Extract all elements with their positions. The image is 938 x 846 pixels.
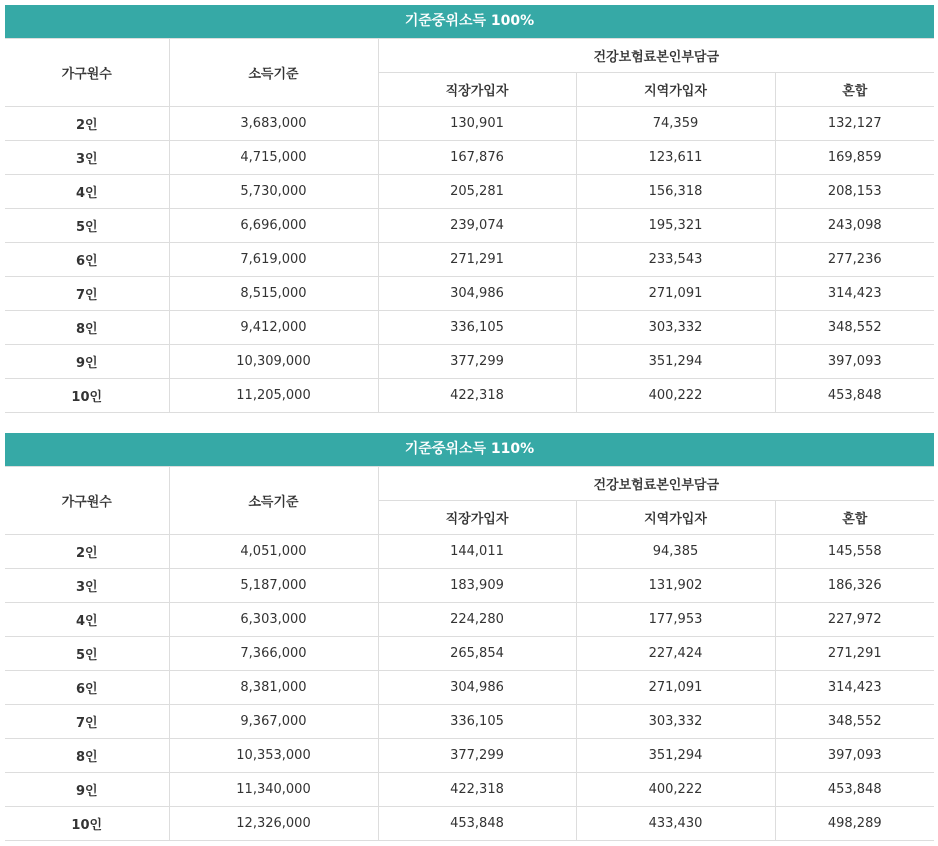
cell-income: 6,696,000 — [169, 209, 378, 243]
header-income: 소득기준 — [169, 39, 378, 107]
cell-regional: 156,318 — [576, 175, 775, 209]
cell-income: 7,366,000 — [169, 637, 378, 671]
header-household: 가구원수 — [5, 39, 169, 107]
cell-household: 9인 — [5, 773, 169, 807]
header-regional: 지역가입자 — [576, 73, 775, 107]
cell-regional: 227,424 — [576, 637, 775, 671]
header-mixed: 혼합 — [775, 501, 934, 535]
cell-employee: 167,876 — [378, 141, 576, 175]
cell-household: 2인 — [5, 535, 169, 569]
cell-household: 7인 — [5, 705, 169, 739]
table-row — [5, 773, 934, 807]
table-row — [5, 705, 934, 739]
cell-income: 7,619,000 — [169, 243, 378, 277]
cell-mixed: 453,848 — [775, 773, 934, 807]
table-row — [5, 243, 934, 277]
header-premium-group: 건강보험료본인부담금 — [378, 39, 934, 73]
table-row — [5, 345, 934, 379]
cell-mixed: 348,552 — [775, 705, 934, 739]
cell-household: 8인 — [5, 311, 169, 345]
cell-income: 5,730,000 — [169, 175, 378, 209]
cell-regional: 433,430 — [576, 807, 775, 841]
cell-employee: 304,986 — [378, 671, 576, 705]
table-row — [5, 637, 934, 671]
cell-household: 7인 — [5, 277, 169, 311]
cell-regional: 233,543 — [576, 243, 775, 277]
cell-employee: 265,854 — [378, 637, 576, 671]
cell-income: 11,205,000 — [169, 379, 378, 413]
header-mixed: 혼합 — [775, 73, 934, 107]
income-110-table-block — [5, 433, 934, 841]
cell-regional: 195,321 — [576, 209, 775, 243]
table-row — [5, 277, 934, 311]
cell-mixed: 132,127 — [775, 107, 934, 141]
cell-income: 4,715,000 — [169, 141, 378, 175]
cell-employee: 224,280 — [378, 603, 576, 637]
cell-household: 10인 — [5, 807, 169, 841]
cell-regional: 351,294 — [576, 345, 775, 379]
header-regional: 지역가입자 — [576, 501, 775, 535]
table-row — [5, 807, 934, 841]
cell-household: 2인 — [5, 107, 169, 141]
cell-household: 10인 — [5, 379, 169, 413]
cell-income: 6,303,000 — [169, 603, 378, 637]
table-row — [5, 209, 934, 243]
premium-table-100 — [5, 38, 934, 413]
table-body — [5, 535, 934, 841]
table-title-banner: 기준중위소득 100% — [5, 5, 934, 38]
cell-household: 4인 — [5, 175, 169, 209]
table-row — [5, 175, 934, 209]
cell-mixed: 498,289 — [775, 807, 934, 841]
cell-income: 5,187,000 — [169, 569, 378, 603]
cell-income: 8,381,000 — [169, 671, 378, 705]
table-row — [5, 379, 934, 413]
cell-regional: 400,222 — [576, 773, 775, 807]
cell-employee: 130,901 — [378, 107, 576, 141]
cell-income: 9,367,000 — [169, 705, 378, 739]
cell-mixed: 314,423 — [775, 671, 934, 705]
cell-employee: 271,291 — [378, 243, 576, 277]
table-title-banner: 기준중위소득 110% — [5, 433, 934, 466]
cell-employee: 205,281 — [378, 175, 576, 209]
cell-mixed: 348,552 — [775, 311, 934, 345]
cell-income: 8,515,000 — [169, 277, 378, 311]
cell-income: 9,412,000 — [169, 311, 378, 345]
cell-regional: 177,953 — [576, 603, 775, 637]
cell-mixed: 397,093 — [775, 345, 934, 379]
cell-income: 3,683,000 — [169, 107, 378, 141]
cell-employee: 422,318 — [378, 773, 576, 807]
cell-regional: 74,359 — [576, 107, 775, 141]
table-row — [5, 569, 934, 603]
cell-regional: 400,222 — [576, 379, 775, 413]
cell-household: 8인 — [5, 739, 169, 773]
table-row — [5, 739, 934, 773]
income-100-table-block — [5, 5, 934, 413]
cell-income: 10,309,000 — [169, 345, 378, 379]
cell-household: 6인 — [5, 243, 169, 277]
cell-mixed: 186,326 — [775, 569, 934, 603]
table-row — [5, 535, 934, 569]
header-premium-group: 건강보험료본인부담금 — [378, 467, 934, 501]
table-row — [5, 311, 934, 345]
cell-regional: 351,294 — [576, 739, 775, 773]
cell-employee: 239,074 — [378, 209, 576, 243]
header-household: 가구원수 — [5, 467, 169, 535]
cell-mixed: 453,848 — [775, 379, 934, 413]
cell-employee: 144,011 — [378, 535, 576, 569]
table-row — [5, 603, 934, 637]
cell-regional: 131,902 — [576, 569, 775, 603]
cell-mixed: 208,153 — [775, 175, 934, 209]
cell-household: 9인 — [5, 345, 169, 379]
cell-regional: 94,385 — [576, 535, 775, 569]
cell-regional: 271,091 — [576, 671, 775, 705]
table-row — [5, 141, 934, 175]
cell-household: 3인 — [5, 141, 169, 175]
header-employee: 직장가입자 — [378, 501, 576, 535]
cell-mixed: 397,093 — [775, 739, 934, 773]
cell-mixed: 243,098 — [775, 209, 934, 243]
cell-household: 5인 — [5, 209, 169, 243]
cell-employee: 422,318 — [378, 379, 576, 413]
table-row — [5, 107, 934, 141]
cell-regional: 123,611 — [576, 141, 775, 175]
header-employee: 직장가입자 — [378, 73, 576, 107]
cell-employee: 377,299 — [378, 345, 576, 379]
cell-household: 5인 — [5, 637, 169, 671]
header-income: 소득기준 — [169, 467, 378, 535]
cell-regional: 303,332 — [576, 311, 775, 345]
cell-mixed: 145,558 — [775, 535, 934, 569]
cell-employee: 377,299 — [378, 739, 576, 773]
cell-employee: 304,986 — [378, 277, 576, 311]
cell-employee: 336,105 — [378, 311, 576, 345]
cell-mixed: 169,859 — [775, 141, 934, 175]
cell-household: 4인 — [5, 603, 169, 637]
cell-mixed: 271,291 — [775, 637, 934, 671]
cell-employee: 183,909 — [378, 569, 576, 603]
cell-employee: 336,105 — [378, 705, 576, 739]
cell-employee: 453,848 — [378, 807, 576, 841]
cell-income: 10,353,000 — [169, 739, 378, 773]
cell-household: 6인 — [5, 671, 169, 705]
cell-income: 11,340,000 — [169, 773, 378, 807]
cell-mixed: 277,236 — [775, 243, 934, 277]
premium-table-110 — [5, 466, 934, 841]
table-row — [5, 671, 934, 705]
cell-regional: 303,332 — [576, 705, 775, 739]
cell-mixed: 314,423 — [775, 277, 934, 311]
cell-regional: 271,091 — [576, 277, 775, 311]
cell-household: 3인 — [5, 569, 169, 603]
cell-mixed: 227,972 — [775, 603, 934, 637]
table-body — [5, 107, 934, 413]
cell-income: 12,326,000 — [169, 807, 378, 841]
cell-income: 4,051,000 — [169, 535, 378, 569]
